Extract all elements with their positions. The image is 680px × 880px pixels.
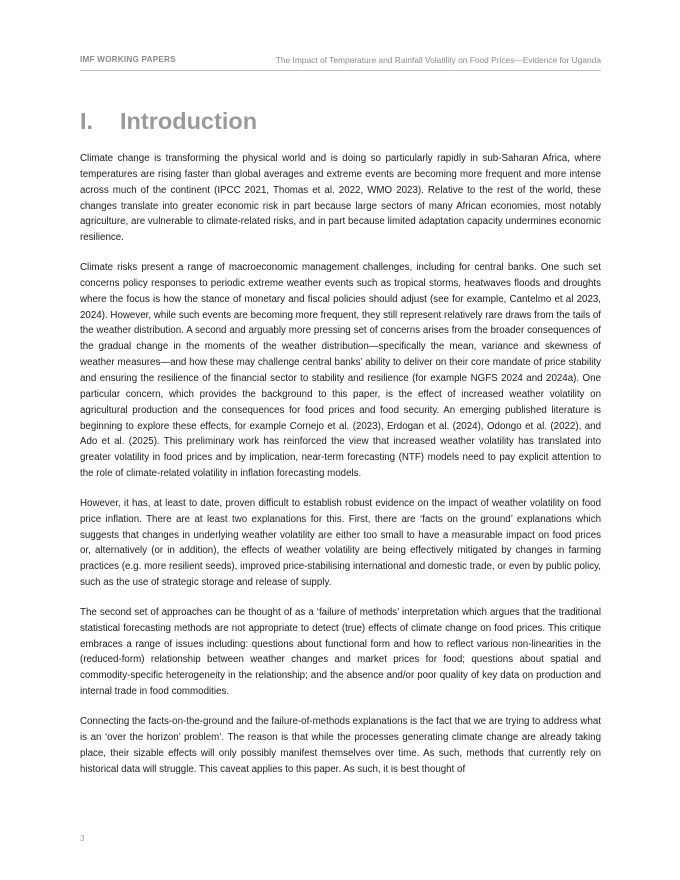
paragraph: Connecting the facts-on-the-ground and the failure-of-methods explanations is the fact that we are trying to address what is an ‘over the horizon’ problem’. The reason is that while the processes generating climate change are already taking place, their sizable effects will only possibly manifest themselves over time. As such, methods that currently rely on historical data will struggle. This caveat applies to this paper. As such, it is best thought of: [80, 716, 601, 775]
series-label: IMF WORKING PAPERS: [80, 55, 176, 64]
paragraph: Climate risks present a range of macroeconomic management challenges, including for central banks. One such set concerns policy responses to periodic extreme weather events such as tropical storms, heatwaves floods and droughts where the focus is how the stance of monetary and fiscal policies should adjust (see for example, Cantelmo et al 2023, 2024). However, while such events are becoming more frequent, they still represent relatively rare draws from the tails of the weather distribution. A second and arguably more pressing set of concerns arises from the broader consequences of the gradual change in the moments of the weather distribution—specifically the mean, variance and skewness of weather measures—and how these may challenge central banks’ ability to deliver on their core mandate of price stability and ensuring the resilience of the financial sector to stability and resilience (for example NGFS 2024 and 2024a). One particular concern, which provides the background to this paper, is the effect of increased weather volatility on agricultural production and the consequences for food prices and food security. An emerging published literature is beginning to explore these effects, for example Cornejo et al. (2023), Erdogan et al. (2024), Odongo et al. (2022), and Ado et al. (2025). This preliminary work has reinforced the view that increased weather volatility has translated into greater volatility in food prices and by implication, near-term forecasting (NTF) models need to pay explicit attention to the role of climate-related volatility in inflation forecasting models.: [80, 262, 601, 480]
paragraph: The second set of approaches can be thought of as a ‘failure of methods’ interpretation which argues that the traditional statistical forecasting methods are not appropriate to detect (true) effects of climate change on food prices. This critique embraces a range of issues including: questions about functional form and how to reflect various non-linearities in the (reduced-form) relationship between weather changes and market prices for food; questions about spatial and commodity-specific heterogeneity in the relationship; and the absence and/or poor quality of key data on production and internal trade in food commodities.: [80, 606, 601, 698]
running-header: [80, 55, 601, 71]
page-number: 3: [80, 834, 85, 843]
paragraph: Climate change is transforming the physical world and is doing so particularly rapidly in sub-Saharan Africa, where temperatures are rising faster than global averages and extreme events are becoming more frequent and more intense across much of the continent (IPCC 2021, Thomas et al. 2022, WMO 2023). Relative to the rest of the world, these changes translate into greater economic risk in part because large sectors of many African economies, most notably agriculture, are vulnerable to climate-related risks, and in part because limited adaptation capacity undermines economic resilience.: [80, 153, 601, 244]
section-number: I.: [80, 108, 94, 134]
body-text: [80, 151, 601, 791]
section-heading: [80, 108, 257, 135]
paragraph: However, it has, at least to date, proven difficult to establish robust evidence on the impact of weather volatility on food price inflation. There are at least two explanations for this. First, there are ‘facts on the ground’ explanations which suggests that changes in underlying weather volatility are either too small to have a measurable impact on food prices or, alternatively (or in addition), the effects of weather volatility are being effectively mitigated by changes in farming practices (e.g. more resilient seeds), improved price-stabilising international and domestic trade, or even by public policy, such as the use of strategic storage and release of supply.: [80, 497, 601, 589]
paper-title-header: The Impact of Temperature and Rainfall Volatility on Food Prices—Evidence for Uganda: [275, 55, 601, 65]
section-title: Introduction: [120, 108, 258, 134]
